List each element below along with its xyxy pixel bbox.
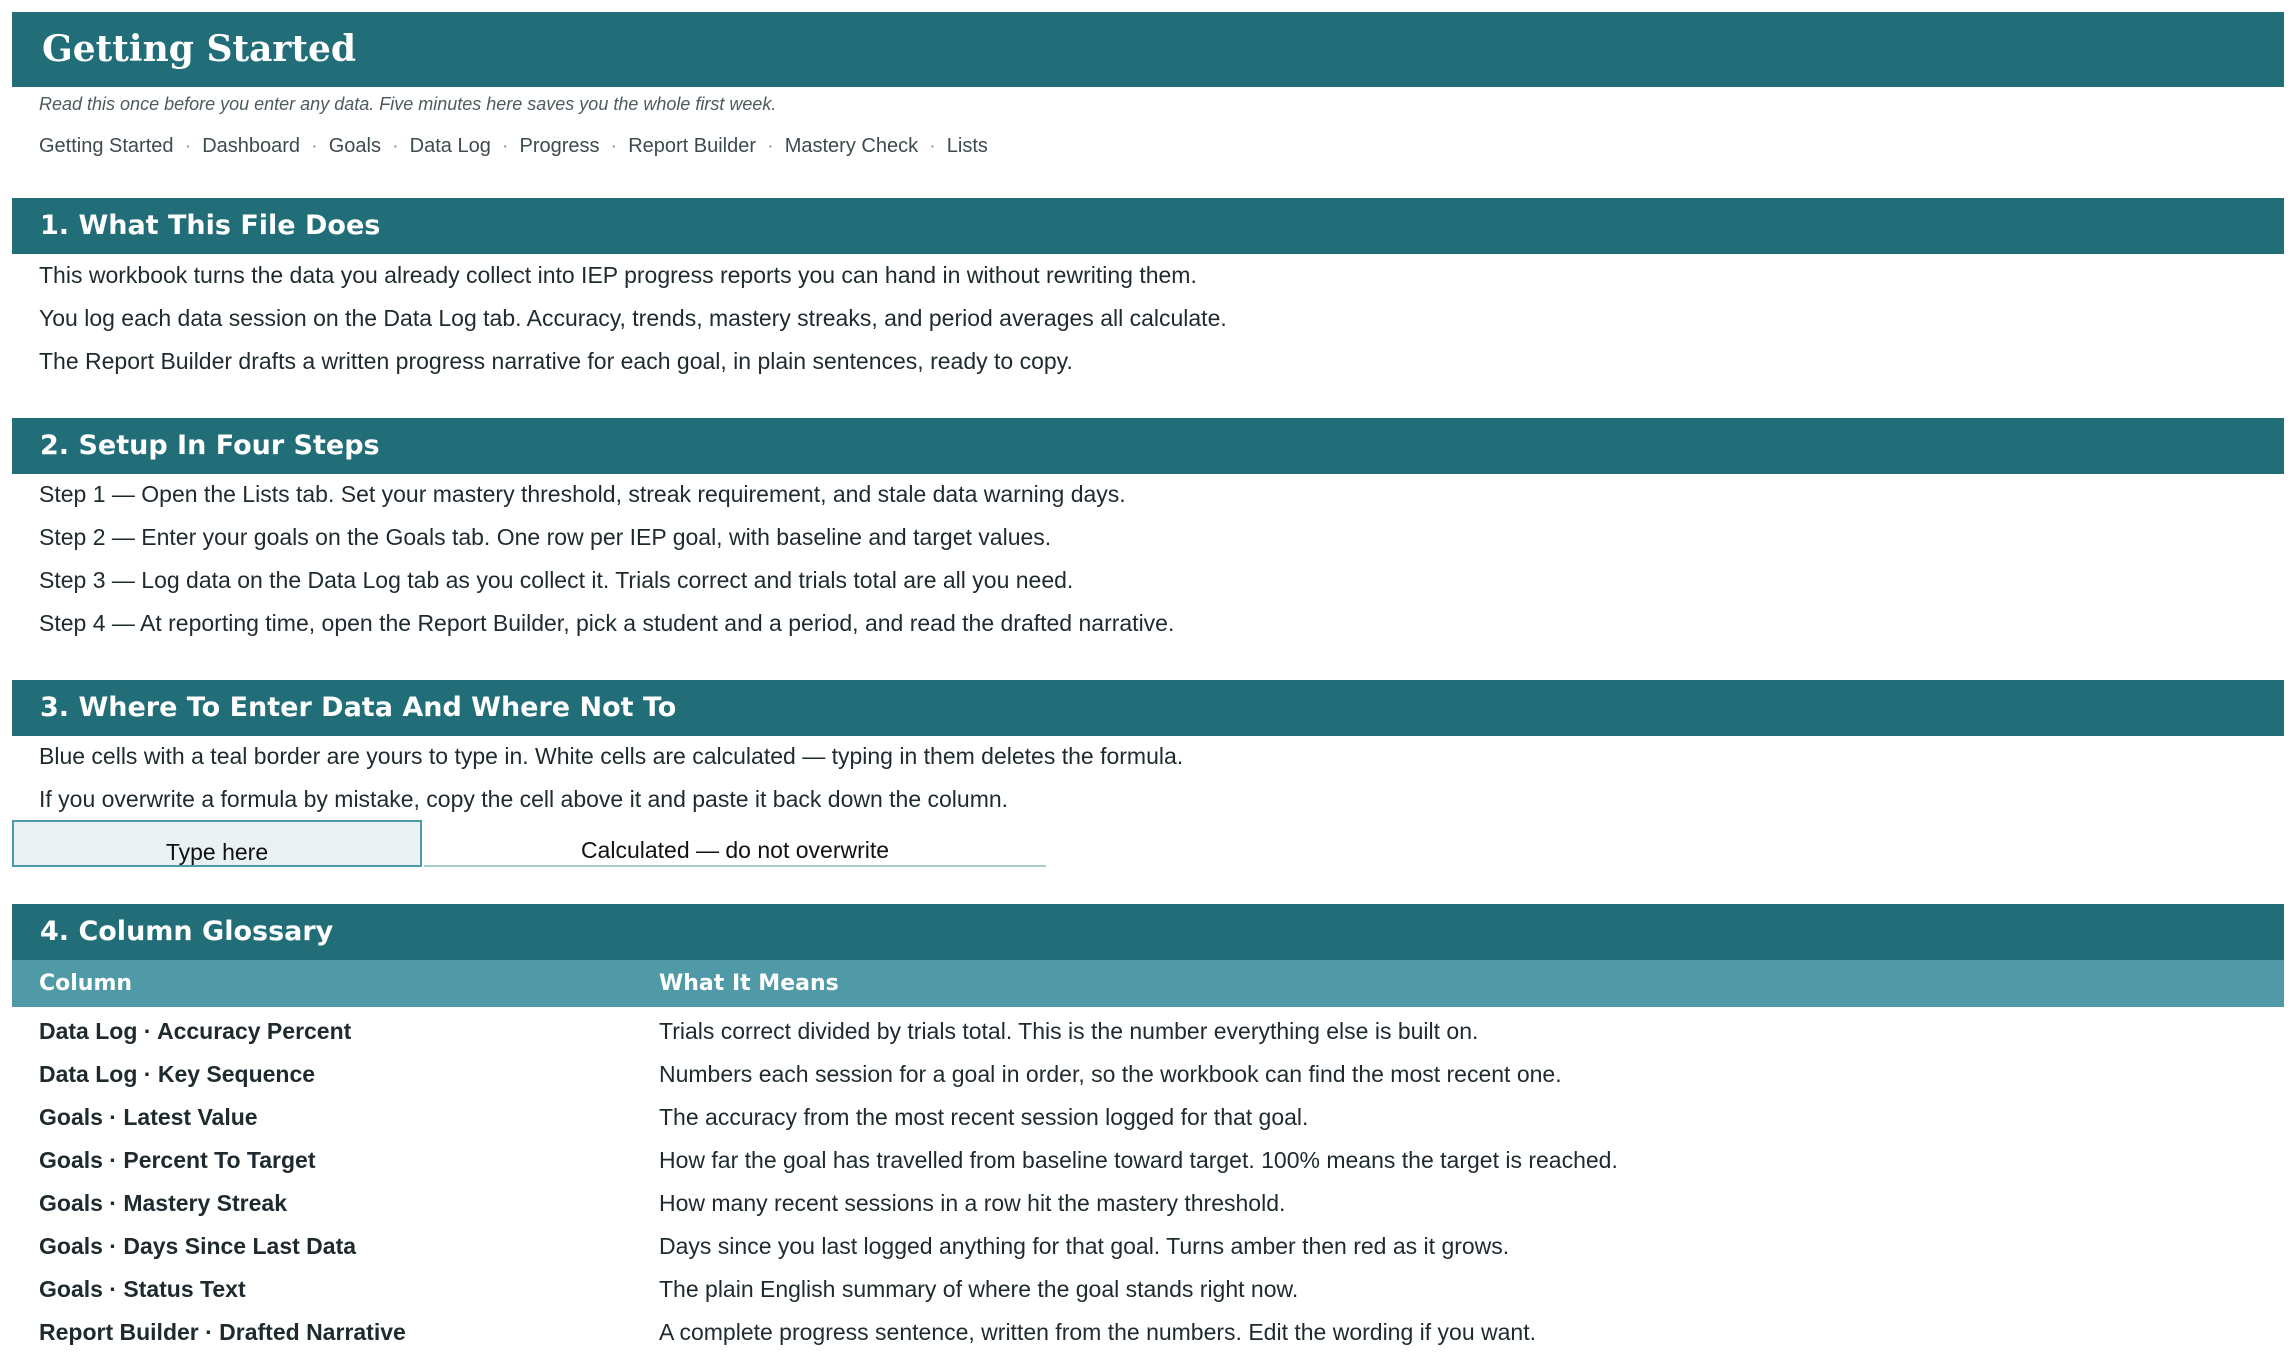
section-3-line: Blue cells with a teal border are yours to type in. White cells are calculated — typing in them deletes the formula. [39, 743, 1184, 769]
sheet-navigation [39, 135, 988, 158]
nav-link-dashboard[interactable]: Dashboard [202, 135, 301, 157]
glossary-definition: How many recent sessions in a row hit the mastery threshold. [659, 1190, 1286, 1216]
glossary-row [0, 1147, 2296, 1190]
glossary-column-header: Column [39, 971, 133, 996]
nav-separator: · [767, 135, 774, 157]
nav-separator: · [311, 135, 318, 157]
section-1-line: You log each data session on the Data Log tab. Accuracy, trends, mastery streaks, and period averages all calculate. [39, 305, 1227, 331]
nav-link-report-builder[interactable]: Report Builder [628, 135, 757, 157]
nav-link-mastery-check[interactable]: Mastery Check [784, 135, 919, 157]
glossary-definition: Trials correct divided by trials total. This is the number everything else is built on. [659, 1018, 1479, 1044]
nav-link-lists[interactable]: Lists [946, 135, 988, 157]
glossary-row [0, 1276, 2296, 1319]
nav-separator: · [501, 135, 509, 157]
section-3-heading [12, 680, 2284, 736]
glossary-row [0, 1233, 2296, 1276]
section-3-line: If you overwrite a formula by mistake, copy the cell above it and paste it back down the column. [39, 786, 1009, 812]
glossary-row [0, 1061, 2296, 1104]
nav-separator: · [610, 135, 618, 157]
glossary-term: Data Log · Accuracy Percent [39, 1018, 352, 1044]
glossary-definition: The plain English summary of where the goal stands right now. [659, 1276, 1299, 1302]
glossary-term: Goals · Mastery Streak [39, 1190, 288, 1216]
section-1-title: 1. What This File Does [40, 210, 381, 241]
section-4-title: 4. Column Glossary [40, 916, 334, 947]
section-3-title: 3. Where To Enter Data And Where Not To [40, 692, 677, 723]
section-2-heading [12, 418, 2284, 474]
glossary-term: Goals · Days Since Last Data [39, 1233, 357, 1259]
glossary-definition: Days since you last logged anything for that goal. Turns amber then red as it grows. [659, 1233, 1510, 1259]
glossary-term: Goals · Percent To Target [39, 1147, 316, 1173]
section-1-line: This workbook turns the data you already collect into IEP progress reports you can hand in without rewriting them. [39, 262, 1197, 288]
nav-separator: · [391, 135, 399, 157]
glossary-term: Goals · Status Text [39, 1276, 246, 1302]
nav-separator: · [929, 135, 936, 157]
title-banner [12, 12, 2284, 87]
glossary-row [0, 1018, 2296, 1061]
glossary-row [0, 1190, 2296, 1233]
section-1-line: The Report Builder drafts a written progress narrative for each goal, in plain sentences, ready to copy. [39, 348, 1073, 374]
nav-link-data-log[interactable]: Data Log [409, 135, 491, 157]
glossary-term: Data Log · Key Sequence [39, 1061, 316, 1087]
glossary-term: Goals · Latest Value [39, 1104, 258, 1130]
setup-step: Step 3 — Log data on the Data Log tab as you collect it. Trials correct and trials total are all you need. [39, 567, 1074, 593]
nav-link-getting-started[interactable]: Getting Started [39, 135, 174, 157]
section-4-heading [12, 904, 2284, 960]
section-1-heading [12, 198, 2284, 254]
glossary-definition: Numbers each session for a goal in order, so the workbook can find the most recent one. [659, 1061, 1562, 1087]
nav-separator: · [184, 135, 192, 157]
glossary-meaning-header: What It Means [659, 971, 839, 996]
section-2-title: 2. Setup In Four Steps [40, 430, 380, 461]
calculated-cell-example: Calculated — do not overwrite [424, 820, 1046, 867]
glossary-definition: The accuracy from the most recent session logged for that goal. [659, 1104, 1309, 1130]
page-title: Getting Started [42, 28, 357, 70]
glossary-term: Report Builder · Drafted Narrative [39, 1319, 406, 1345]
glossary-definition: How far the goal has travelled from baseline toward target. 100% means the target is reached. [659, 1147, 1618, 1173]
input-cell-example[interactable]: Type here [12, 820, 422, 867]
setup-step: Step 1 — Open the Lists tab. Set your mastery threshold, streak requirement, and stale data warning days. [39, 481, 1126, 507]
nav-link-goals[interactable]: Goals [328, 135, 381, 157]
glossary-definition: A complete progress sentence, written from the numbers. Edit the wording if you want. [659, 1319, 1536, 1345]
glossary-row [0, 1104, 2296, 1147]
setup-step: Step 2 — Enter your goals on the Goals tab. One row per IEP goal, with baseline and target values. [39, 524, 1052, 550]
nav-link-progress[interactable]: Progress [519, 135, 600, 157]
glossary-header-row [12, 960, 2284, 1007]
setup-step: Step 4 — At reporting time, open the Report Builder, pick a student and a period, and read the drafted narrative. [39, 610, 1175, 636]
subtitle: Read this once before you enter any data. Five minutes here saves you the whole first week. [39, 94, 777, 114]
